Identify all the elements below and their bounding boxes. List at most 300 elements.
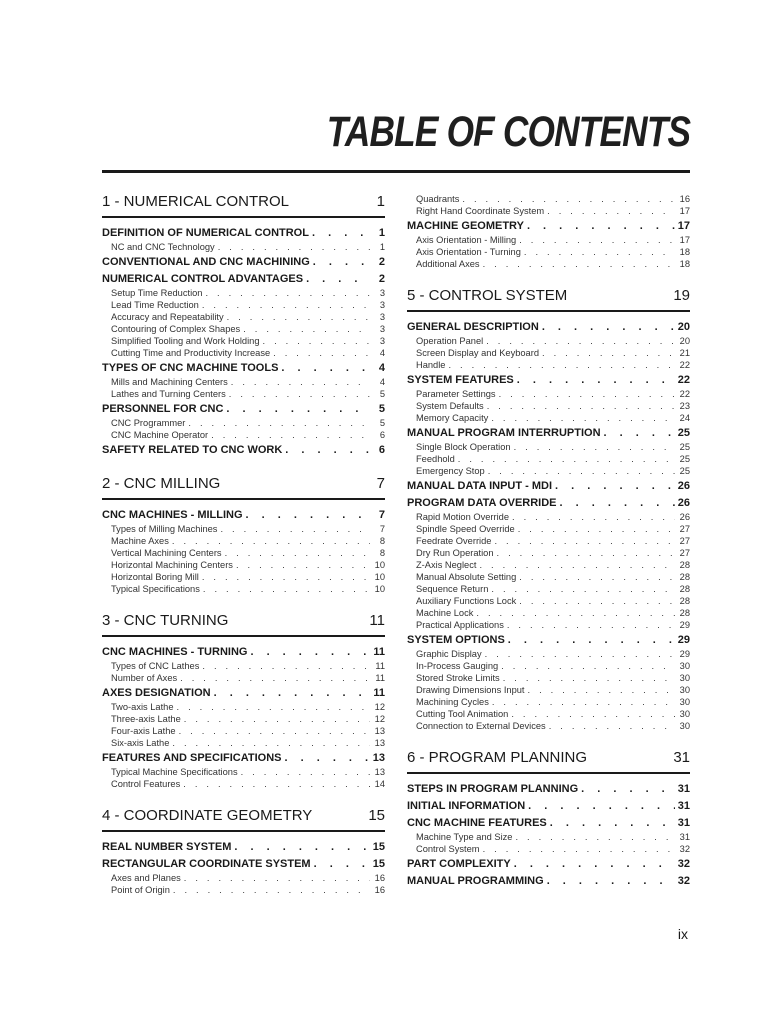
dot-leader — [273, 347, 370, 359]
entry-page-number: 3 — [379, 288, 385, 298]
dot-leader — [499, 388, 675, 400]
entry-label: Memory Capacity — [416, 413, 489, 423]
toc-section-entry — [407, 633, 690, 648]
dot-leader — [508, 633, 675, 648]
entry-label: Number of Axes — [111, 673, 178, 683]
entry-page-number: 30 — [679, 685, 690, 695]
toc-section-entry — [407, 857, 690, 872]
entry-label: Dry Run Operation — [416, 548, 494, 558]
entry-page-number: 25 — [679, 442, 690, 452]
toc-section-entry — [102, 402, 385, 417]
entry-page-number: 10 — [374, 560, 385, 570]
dot-leader — [503, 672, 675, 684]
toc-subsection-entry — [102, 335, 385, 347]
dot-leader — [507, 619, 675, 631]
section-spacer — [102, 790, 385, 802]
entry-page-number: 11 — [373, 646, 385, 658]
entry-label: Cutting Time and Productivity Increase — [111, 348, 271, 358]
entry-label: Operation Panel — [416, 336, 484, 346]
toc-section-entry — [102, 272, 385, 287]
entry-label: Types of Milling Machines — [111, 524, 218, 534]
entry-label: 4 - COORDINATE GEOMETRY — [102, 807, 313, 824]
entry-page-number: 6 — [378, 444, 385, 456]
dot-leader — [547, 205, 675, 217]
entry-label: Horizontal Machining Centers — [111, 560, 233, 570]
toc-section-entry — [407, 496, 690, 511]
dot-leader — [281, 361, 370, 376]
entry-page-number: 29 — [677, 634, 690, 646]
entry-page-number: 7 — [376, 475, 385, 492]
entry-page-number: 17 — [679, 235, 690, 245]
entry-label: Mills and Machining Centers — [111, 377, 228, 387]
dot-leader — [188, 417, 370, 429]
entry-page-number: 32 — [679, 844, 690, 854]
page-title: TABLE OF CONTENTS — [326, 108, 690, 156]
toc-subsection-entry — [102, 778, 385, 790]
entry-page-number: 15 — [368, 807, 385, 824]
entry-label: Machining Cycles — [416, 697, 489, 707]
entry-label: Screen Display and Keyboard — [416, 348, 539, 358]
section-spacer — [102, 458, 385, 470]
dot-leader — [514, 441, 675, 453]
toc-section-entry — [407, 479, 690, 494]
dot-leader — [604, 426, 675, 441]
entry-label: Six-axis Lathe — [111, 738, 170, 748]
toc-subsection-entry — [102, 766, 385, 778]
entry-page-number: 32 — [677, 858, 690, 870]
toc-subsection-entry — [102, 299, 385, 311]
entry-label: CNC MACHINE FEATURES — [407, 817, 547, 829]
toc-subsection-entry — [102, 672, 385, 684]
dot-leader — [528, 684, 675, 696]
entry-label: Vertical Machining Centers — [111, 548, 222, 558]
entry-label: DEFINITION OF NUMERICAL CONTROL — [102, 227, 309, 239]
toc-subsection-entry — [102, 429, 385, 441]
entry-label: RECTANGULAR COORDINATE SYSTEM — [102, 858, 311, 870]
toc-right-column — [407, 193, 690, 889]
toc-subsection-entry — [407, 684, 690, 696]
entry-page-number: 4 — [379, 348, 385, 358]
entry-page-number: 13 — [374, 726, 385, 736]
dot-leader — [263, 335, 371, 347]
entry-page-number: 12 — [374, 702, 385, 712]
entry-page-number: 25 — [679, 466, 690, 476]
toc-subsection-entry — [407, 246, 690, 258]
dot-leader — [202, 660, 370, 672]
entry-label: Practical Applications — [416, 620, 504, 630]
dot-leader — [519, 595, 675, 607]
dot-leader — [448, 359, 675, 371]
dot-leader — [515, 831, 675, 843]
dot-leader — [491, 583, 675, 595]
entry-label: Auxiliary Functions Lock — [416, 596, 517, 606]
dot-leader — [225, 547, 370, 559]
entry-page-number: 1 — [378, 227, 385, 239]
entry-label: 5 - CONTROL SYSTEM — [407, 287, 568, 304]
toc-subsection-entry — [102, 547, 385, 559]
entry-page-number: 12 — [374, 714, 385, 724]
dot-leader — [542, 347, 675, 359]
entry-page-number: 1 — [376, 193, 385, 210]
entry-label: Horizontal Boring Mill — [111, 572, 199, 582]
toc-subsection-entry — [102, 872, 385, 884]
dot-leader — [226, 402, 370, 417]
entry-label: Z-Axis Neglect — [416, 560, 477, 570]
toc-subsection-entry — [407, 535, 690, 547]
toc-section-entry — [102, 508, 385, 523]
entry-page-number: 31 — [677, 817, 690, 829]
dot-leader — [524, 246, 675, 258]
toc-section-entry — [407, 426, 690, 441]
toc-section-entry — [407, 320, 690, 335]
entry-page-number: 20 — [677, 321, 690, 333]
dot-leader — [202, 299, 370, 311]
entry-page-number: 18 — [679, 247, 690, 257]
dot-leader — [519, 234, 675, 246]
toc-subsection-entry — [407, 388, 690, 400]
dot-leader — [172, 737, 370, 749]
entry-label: Quadrants — [416, 194, 460, 204]
entry-label: Typical Specifications — [111, 584, 200, 594]
title-rule — [102, 170, 690, 173]
entry-page-number: 25 — [679, 454, 690, 464]
entry-label: Control System — [416, 844, 480, 854]
dot-leader — [250, 645, 370, 660]
toc-subsection-entry — [102, 701, 385, 713]
entry-page-number: 13 — [374, 767, 385, 777]
dot-leader — [512, 511, 675, 523]
entry-page-number: 22 — [679, 389, 690, 399]
entry-page-number: 2 — [378, 273, 385, 285]
entry-page-number: 30 — [679, 709, 690, 719]
toc-subsection-entry — [102, 287, 385, 299]
dot-leader — [180, 672, 370, 684]
entry-label: Sequence Return — [416, 584, 489, 594]
entry-page-number: 17 — [679, 206, 690, 216]
dot-leader — [527, 219, 675, 234]
toc-subsection-entry — [407, 583, 690, 595]
dot-leader — [462, 193, 675, 205]
entry-page-number: 1 — [379, 242, 385, 252]
toc-subsection-entry — [102, 713, 385, 725]
dot-leader — [227, 311, 370, 323]
dot-leader — [476, 607, 675, 619]
entry-page-number: 10 — [374, 572, 385, 582]
dot-leader — [172, 535, 370, 547]
dot-leader — [550, 816, 675, 831]
dot-leader — [517, 373, 675, 388]
entry-label: Three-axis Lathe — [111, 714, 181, 724]
entry-label: Control Features — [111, 779, 181, 789]
entry-page-number: 26 — [677, 480, 690, 492]
entry-page-number: 7 — [379, 524, 385, 534]
entry-page-number: 26 — [677, 497, 690, 509]
dot-leader — [183, 778, 370, 790]
toc-subsection-entry — [407, 607, 690, 619]
toc-subsection-entry — [407, 523, 690, 535]
toc-subsection-entry — [407, 672, 690, 684]
dot-leader — [241, 766, 370, 778]
entry-label: Stored Stroke Limits — [416, 673, 500, 683]
dot-leader — [173, 884, 370, 896]
entry-page-number: 16 — [679, 194, 690, 204]
toc-subsection-entry — [407, 453, 690, 465]
entry-label: Right Hand Coordinate System — [416, 206, 545, 216]
dot-leader — [284, 751, 369, 766]
entry-page-number: 28 — [679, 596, 690, 606]
entry-page-number: 31 — [679, 832, 690, 842]
toc-subsection-entry — [102, 417, 385, 429]
dot-leader — [246, 508, 370, 523]
entry-page-number: 15 — [372, 841, 385, 853]
toc-subsection-entry — [407, 559, 690, 571]
entry-label: Graphic Display — [416, 649, 482, 659]
dot-leader — [214, 686, 370, 701]
toc-subsection-entry — [407, 412, 690, 424]
toc-subsection-entry — [407, 571, 690, 583]
entry-page-number: 21 — [679, 348, 690, 358]
entry-page-number: 29 — [679, 649, 690, 659]
toc-subsection-entry — [102, 725, 385, 737]
dot-leader — [312, 226, 370, 241]
entry-label: Lead Time Reduction — [111, 300, 199, 310]
entry-label: NUMERICAL CONTROL ADVANTAGES — [102, 273, 304, 285]
entry-label: Setup Time Reduction — [111, 288, 203, 298]
toc-section-entry — [102, 226, 385, 241]
toc-section-entry — [102, 361, 385, 376]
toc-section-entry — [102, 255, 385, 270]
toc-section-entry — [407, 782, 690, 797]
toc-subsection-entry — [102, 660, 385, 672]
dot-leader — [483, 843, 675, 855]
entry-label: Parameter Settings — [416, 389, 496, 399]
toc-subsection-entry — [102, 523, 385, 535]
entry-page-number: 24 — [679, 413, 690, 423]
entry-page-number: 3 — [379, 312, 385, 322]
entry-label: Accuracy and Repeatability — [111, 312, 224, 322]
toc-subsection-entry — [407, 205, 690, 217]
entry-label: CONVENTIONAL AND CNC MACHINING — [102, 256, 310, 268]
entry-label: AXES DESIGNATION — [102, 687, 211, 699]
entry-page-number: 8 — [379, 536, 385, 546]
toc-section-entry — [407, 874, 690, 889]
entry-page-number: 11 — [375, 673, 385, 683]
dot-leader — [514, 857, 675, 872]
dot-leader — [458, 453, 675, 465]
entry-label: REAL NUMBER SYSTEM — [102, 841, 232, 853]
entry-label: Point of Origin — [111, 885, 170, 895]
entry-page-number: 31 — [677, 800, 690, 812]
toc-subsection-entry — [102, 571, 385, 583]
toc-subsection-entry — [407, 335, 690, 347]
toc-subsection-entry — [102, 376, 385, 388]
dot-leader — [285, 443, 370, 458]
section-spacer — [407, 732, 690, 744]
dot-leader — [519, 571, 675, 583]
entry-page-number: 30 — [679, 697, 690, 707]
section-spacer — [407, 270, 690, 282]
chapter-heading — [102, 607, 385, 637]
entry-page-number: 30 — [679, 673, 690, 683]
entry-label: MANUAL PROGRAM INTERRUPTION — [407, 427, 601, 439]
entry-page-number: 32 — [677, 875, 690, 887]
entry-page-number: 28 — [679, 608, 690, 618]
dot-leader — [518, 523, 675, 535]
toc-subsection-entry — [407, 648, 690, 660]
entry-label: Additional Axes — [416, 259, 480, 269]
toc-subsection-entry — [407, 400, 690, 412]
entry-label: Cutting Tool Animation — [416, 709, 509, 719]
entry-page-number: 27 — [679, 524, 690, 534]
dot-leader — [236, 559, 370, 571]
dot-leader — [494, 535, 675, 547]
dot-leader — [202, 571, 370, 583]
entry-label: SYSTEM FEATURES — [407, 374, 514, 386]
dot-leader — [485, 648, 675, 660]
entry-label: PART COMPLEXITY — [407, 858, 511, 870]
chapter-heading — [102, 802, 385, 832]
entry-page-number: 25 — [677, 427, 690, 439]
entry-label: Manual Absolute Setting — [416, 572, 517, 582]
toc-subsection-entry — [407, 595, 690, 607]
entry-label: MACHINE GEOMETRY — [407, 220, 524, 232]
entry-label: Emergency Stop — [416, 466, 485, 476]
toc-subsection-entry — [102, 241, 385, 253]
entry-page-number: 6 — [379, 430, 385, 440]
entry-label: Types of CNC Lathes — [111, 661, 200, 671]
toc-subsection-entry — [102, 388, 385, 400]
entry-label: Feedrate Override — [416, 536, 492, 546]
dot-leader — [491, 412, 675, 424]
toc-subsection-entry — [407, 258, 690, 270]
dot-leader — [486, 335, 675, 347]
entry-label: STEPS IN PROGRAM PLANNING — [407, 783, 579, 795]
toc-subsection-entry — [407, 234, 690, 246]
chapter-heading — [102, 470, 385, 500]
toc-subsection-entry — [407, 359, 690, 371]
dot-leader — [581, 782, 675, 797]
entry-page-number: 17 — [677, 220, 690, 232]
entry-page-number: 20 — [679, 336, 690, 346]
entry-page-number: 4 — [378, 362, 385, 374]
entry-label: Contouring of Complex Shapes — [111, 324, 241, 334]
dot-leader — [483, 258, 675, 270]
chapter-heading — [407, 744, 690, 774]
dot-leader — [528, 799, 675, 814]
entry-label: Machine Lock — [416, 608, 474, 618]
entry-label: Four-axis Lathe — [111, 726, 176, 736]
toc-subsection-entry — [407, 720, 690, 732]
entry-page-number: 10 — [374, 584, 385, 594]
toc-subsection-entry — [102, 884, 385, 896]
toc-subsection-entry — [102, 559, 385, 571]
toc-subsection-entry — [407, 441, 690, 453]
dot-leader — [501, 660, 675, 672]
entry-label: TYPES OF CNC MACHINE TOOLS — [102, 362, 279, 374]
entry-label: Machine Type and Size — [416, 832, 513, 842]
entry-label: System Defaults — [416, 401, 484, 411]
entry-page-number: 28 — [679, 560, 690, 570]
dot-leader — [511, 708, 675, 720]
entry-label: PERSONNEL FOR CNC — [102, 403, 224, 415]
dot-leader — [229, 388, 370, 400]
entry-label: CNC MACHINES - MILLING — [102, 509, 243, 521]
toc-section-entry — [102, 686, 385, 701]
dot-leader — [184, 872, 370, 884]
entry-page-number: 23 — [679, 401, 690, 411]
entry-label: Single Block Operation — [416, 442, 511, 452]
entry-page-number: 13 — [372, 752, 385, 764]
toc-section-entry — [407, 816, 690, 831]
entry-page-number: 18 — [679, 259, 690, 269]
entry-label: Two-axis Lathe — [111, 702, 174, 712]
dot-leader — [555, 479, 675, 494]
toc-section-entry — [102, 645, 385, 660]
toc-subsection-entry — [407, 347, 690, 359]
entry-page-number: 5 — [378, 403, 385, 415]
entry-label: SYSTEM OPTIONS — [407, 634, 505, 646]
toc-section-entry — [407, 373, 690, 388]
dot-leader — [542, 320, 675, 335]
dot-leader — [203, 583, 370, 595]
toc-section-entry — [407, 219, 690, 234]
toc-section-entry — [102, 857, 385, 872]
entry-page-number: 3 — [379, 336, 385, 346]
entry-page-number: 5 — [379, 389, 385, 399]
entry-label: Feedhold — [416, 454, 455, 464]
entry-page-number: 19 — [673, 287, 690, 304]
toc-subsection-entry — [102, 323, 385, 335]
dot-leader — [218, 241, 370, 253]
dot-leader — [179, 725, 370, 737]
entry-label: SAFETY RELATED TO CNC WORK — [102, 444, 283, 456]
entry-page-number: 26 — [679, 512, 690, 522]
entry-page-number: 27 — [679, 536, 690, 546]
dot-leader — [211, 429, 370, 441]
entry-label: Axis Orientation - Milling — [416, 235, 517, 245]
entry-page-number: 13 — [374, 738, 385, 748]
toc-subsection-entry — [102, 347, 385, 359]
dot-leader — [487, 400, 675, 412]
entry-label: 1 - NUMERICAL CONTROL — [102, 193, 289, 210]
entry-label: Machine Axes — [111, 536, 169, 546]
toc-subsection-entry — [102, 737, 385, 749]
entry-label: NC and CNC Technology — [111, 242, 215, 252]
dot-leader — [488, 465, 675, 477]
entry-page-number: 2 — [378, 256, 385, 268]
entry-page-number: 30 — [679, 721, 690, 731]
entry-label: 3 - CNC TURNING — [102, 612, 229, 629]
entry-page-number: 3 — [379, 300, 385, 310]
entry-label: Handle — [416, 360, 446, 370]
entry-page-number: 14 — [374, 779, 385, 789]
entry-label: GENERAL DESCRIPTION — [407, 321, 539, 333]
dot-leader — [184, 713, 370, 725]
toc-subsection-entry — [407, 660, 690, 672]
dot-leader — [313, 255, 370, 270]
entry-label: Connection to External Devices — [416, 721, 546, 731]
entry-label: PROGRAM DATA OVERRIDE — [407, 497, 557, 509]
entry-label: Rapid Motion Override — [416, 512, 510, 522]
entry-page-number: 31 — [677, 783, 690, 795]
entry-page-number: 16 — [374, 885, 385, 895]
entry-page-number: 8 — [379, 548, 385, 558]
dot-leader — [231, 376, 370, 388]
entry-label: MANUAL DATA INPUT - MDI — [407, 480, 553, 492]
dot-leader — [243, 323, 370, 335]
entry-label: Drawing Dimensions Input — [416, 685, 525, 695]
dot-leader — [314, 857, 370, 872]
